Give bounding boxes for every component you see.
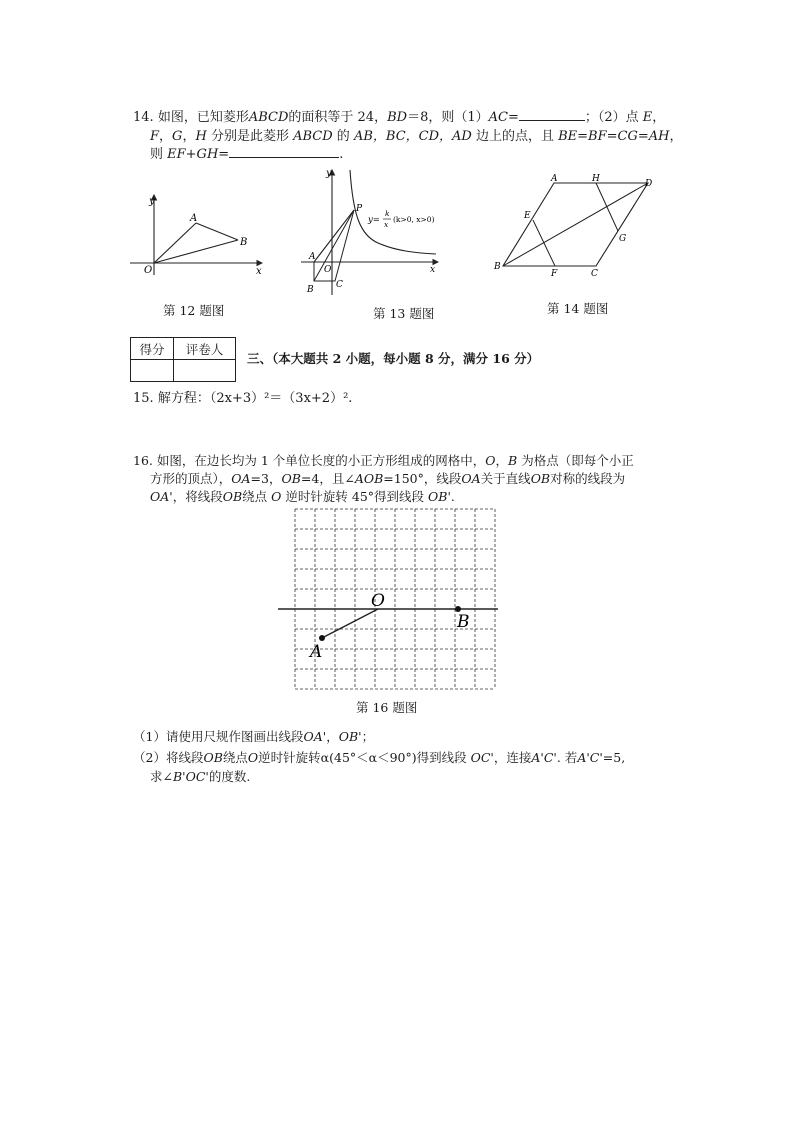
figure-13	[298, 165, 443, 300]
q16-alpha-range: (45°＜α＜90°)	[329, 750, 417, 765]
q14-text: 边上的点，且	[475, 129, 554, 144]
fig13-func-cond: (k>0, x>0)	[393, 215, 435, 224]
fig14-label-h: H	[592, 174, 600, 184]
q16-angle-aob: AOB	[354, 471, 384, 486]
fig14-label-g: G	[619, 234, 627, 244]
q16-ob-prime: OB'	[338, 729, 362, 744]
q16-ob: OB	[222, 489, 243, 504]
figure-16-grid	[270, 503, 510, 695]
q16-ac-prime: A'C'	[531, 750, 557, 765]
q16-angle-boc: B'OC'	[172, 769, 209, 784]
q14-text: .	[339, 147, 344, 162]
q16-oa: OA	[231, 471, 251, 486]
q14-point-f: F	[150, 129, 160, 144]
q14-answer-blank-2[interactable]	[229, 145, 339, 158]
q16-text: ；	[361, 729, 375, 744]
q16-line1	[133, 451, 634, 470]
fig14-diagonal-bd	[503, 183, 648, 266]
q16-text: 得到线段	[416, 750, 467, 765]
q16-text: 逆时针旋转 45°得到线段	[285, 489, 425, 504]
fig13-label-o: O	[324, 265, 332, 275]
q16-text: =3，	[250, 471, 282, 486]
q16-text: ，连接	[493, 750, 532, 765]
fig12-segment-ab	[196, 223, 238, 240]
q14-line2: F，G，H 分别是此菱形 ABCD 的 AB，BC，CD，AD 边上的点，且 BE=BF=CG=AH，	[150, 129, 683, 144]
score-table-header-score: 得分	[131, 338, 174, 360]
q16-oa: OA	[461, 471, 481, 486]
fig12-label-b: B	[240, 237, 248, 248]
fig14-label-c: C	[591, 269, 598, 279]
fig16-label-o: O	[371, 591, 385, 611]
q16-text: （2）将线段	[133, 750, 204, 765]
q16-text: =150°，线段	[383, 471, 462, 486]
q14-condition: BE=BF=CG=AH	[558, 129, 670, 144]
score-table-cell-grader[interactable]	[174, 360, 236, 382]
q16-text: 绕点	[242, 489, 268, 504]
fig12-caption: 第 12 题图	[163, 303, 225, 318]
fig16-caption: 第 16 题图	[356, 700, 418, 715]
fig14-label-f: F	[551, 269, 558, 279]
q16-part2-line2	[150, 767, 250, 786]
fig12-label-x: x	[256, 266, 262, 277]
fig14-segment-hg	[596, 183, 618, 231]
figure-14	[490, 172, 660, 282]
fig14-segment-ef	[533, 220, 555, 266]
q14-rhombus-name: ABCD	[248, 110, 289, 125]
q14-text: ＝8，则（1）	[407, 110, 489, 125]
q14-text: ，	[182, 129, 196, 144]
q16-ob: OB	[203, 750, 223, 765]
q16-text: 如图，在边长均为 1 个单位长度的小正方形组成的网格中，	[156, 453, 486, 468]
q14-point-e: E	[642, 110, 653, 125]
q14-point-h: H	[195, 129, 207, 144]
fig13-hyperbola	[350, 170, 436, 254]
fig13-label-p: P	[356, 204, 363, 214]
q16-ob: OB	[530, 471, 551, 486]
q16-text: . 若	[556, 750, 578, 765]
fig13-label-c: C	[336, 280, 343, 290]
fig14-label-a: A	[551, 174, 558, 184]
q16-point-o: O	[485, 453, 496, 468]
q14-answer-blank-1[interactable]	[519, 108, 585, 121]
q16-oc-prime: OC'	[470, 750, 494, 765]
q14-text: 则	[150, 147, 164, 162]
q16-oa-prime: OA'	[303, 729, 327, 744]
q16-point-b: B	[508, 453, 518, 468]
q16-text: .	[450, 489, 455, 504]
fig13-label-x: x	[430, 265, 436, 275]
q14-line1: 14. 如图，已知菱形ABCD的面积等于 24，BD＝8，则（1）AC= ；（2）点 E，	[133, 110, 666, 125]
q16-text: ，	[495, 453, 509, 468]
q16-text: 为格点（即每个小正	[521, 453, 634, 468]
fig13-segment-ap	[314, 210, 354, 262]
fig13-caption: 第 13 题图	[373, 306, 435, 321]
fig16-point-a	[319, 635, 325, 641]
fig13-func-x: x	[384, 220, 389, 229]
fig12-label-o: O	[144, 265, 153, 276]
q14-text: ，	[159, 129, 173, 144]
fig12-label-a: A	[190, 213, 198, 224]
fig14-label-b: B	[494, 262, 501, 272]
q16-oa-prime: OA'	[150, 489, 173, 504]
q16-point-o: O	[271, 489, 282, 504]
score-table	[130, 337, 236, 382]
q14-text: 分别是此菱形	[210, 129, 289, 144]
q14-bd: BD	[387, 110, 408, 125]
q16-text: =4，且∠	[300, 471, 355, 486]
fig14-caption: 第 14 题图	[547, 301, 609, 316]
q16-text: ，	[326, 729, 339, 744]
fig14-label-d: D	[645, 179, 653, 189]
fig13-label-b: B	[307, 285, 314, 295]
q16-text: 关于直线	[480, 471, 531, 486]
fig16-label-b: B	[457, 612, 470, 632]
q16-text: 逆时针旋转α	[258, 750, 330, 765]
q16-line2	[150, 469, 625, 488]
fig13-segment-bp	[314, 210, 354, 281]
q16-ob-prime: OB'	[428, 489, 451, 504]
q14-eq: =	[507, 110, 519, 125]
fig13-func-y: y=	[368, 215, 380, 225]
fig16-grid-lines	[295, 509, 495, 689]
q14-rhombus-name: ABCD	[293, 129, 333, 144]
q16-text: 方形的顶点），	[150, 471, 232, 486]
q14-point-g: G	[172, 129, 183, 144]
q16-text: =5,	[602, 750, 626, 765]
section-3-heading: 三、（本大题共 2 小题，每小题 8 分，满分 16 分）	[247, 351, 540, 366]
fig16-label-a: A	[310, 642, 323, 662]
q14-ac: AC	[488, 110, 508, 125]
q14-text: ；（2）点	[584, 110, 639, 125]
fig14-label-e: E	[524, 211, 531, 221]
q16-text: （1）请使用尺规作图画出线段	[133, 729, 304, 744]
q16-part1	[133, 727, 374, 746]
q16-text: 的度数.	[208, 769, 251, 784]
fig13-func-k: k	[385, 209, 390, 218]
fig12-label-y: y	[149, 196, 155, 207]
figure-12	[120, 185, 270, 285]
q14-sum: EF+GH	[167, 147, 219, 162]
fig13-label-y: y	[326, 168, 332, 179]
q16-number: 16.	[133, 453, 153, 468]
score-table-cell-score[interactable]	[131, 360, 174, 382]
q16-part2-line1	[133, 748, 625, 767]
q14-text: =	[218, 147, 230, 162]
q15	[133, 389, 352, 408]
score-table-header-grader: 评卷人	[174, 338, 236, 360]
q14-number: 14.	[133, 110, 154, 125]
q16-text: ，将线段	[172, 489, 223, 504]
fig13-label-a: A	[309, 252, 316, 262]
q16-point-o: O	[247, 750, 259, 765]
q16-text: 求∠	[150, 769, 173, 784]
q15-number: 15.	[133, 391, 154, 406]
fig16-segment-oa	[322, 609, 378, 638]
q15-text: 解方程：（2x+3）²＝（3x+2）².	[157, 391, 353, 406]
q16-ob: OB	[281, 471, 301, 486]
q16-text: 绕点	[222, 750, 248, 765]
q14-text: 的面积等于 24，	[288, 110, 388, 125]
q16-text: 对称的线段为	[550, 471, 626, 486]
q14-line3	[150, 145, 343, 164]
q14-sides: AB，BC，CD，AD	[353, 129, 472, 144]
q14-text: 的	[336, 129, 350, 144]
q16-ac-prime: A'C'	[577, 750, 603, 765]
q14-text: 如图，已知菱形	[157, 110, 249, 125]
